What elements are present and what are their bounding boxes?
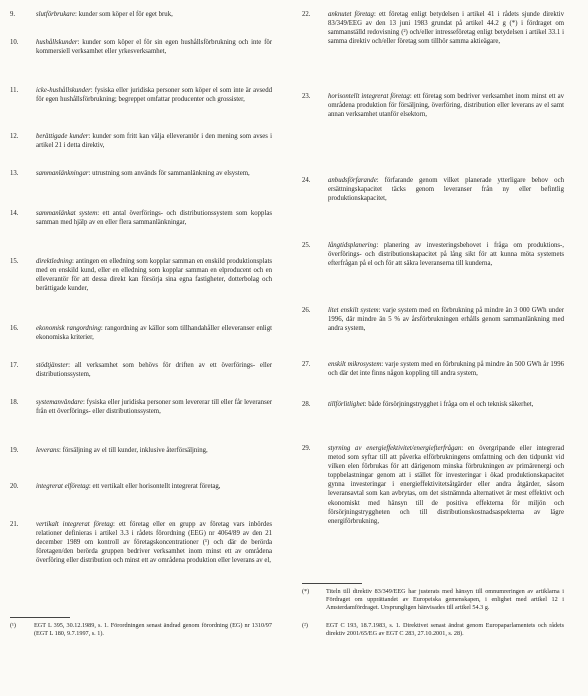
definition-number: 15.: [10, 258, 19, 265]
definition-item: [10, 446, 272, 455]
definition-term: direktledning: [36, 258, 72, 265]
definition-text: : fysiska eller juridiska personer som köper el som inte är avsedd för egen hushållsförbrukning; begreppet omfattar producenter och grossister,: [36, 87, 272, 104]
definition-item: [302, 360, 564, 378]
definition-term: sammanlänkningar: [36, 170, 89, 177]
footnote-marker: (¹): [10, 622, 16, 629]
definition-term: berättigade kunder: [36, 133, 89, 140]
definition-number: 13.: [10, 170, 19, 177]
definition-text: : ett företag som bedriver verksamhet inom minst ett av områdena produktion för försäljning, överföring, distribution eller leverans av el samt annan verksamhet utanför elsektorn,: [328, 93, 564, 119]
footnote-divider: [10, 617, 70, 618]
definition-text: : all verksamhet som behövs för driften av ett överförings- eller distributionssystem,: [36, 362, 272, 379]
definition-number: 18.: [10, 399, 19, 406]
definition-term: anbudsförfarande: [328, 177, 377, 184]
definition-text: : varje system med en förbrukning på mindre än 3 000 GWh under 1996, där mindre än 5 % av årsförbrukningen erhålls genom sammanlänkning med andra system,: [328, 307, 564, 333]
definition-number: 10.: [10, 39, 19, 46]
definition-number: 21.: [10, 521, 19, 528]
definition-number: 22.: [302, 11, 311, 18]
definition-text: : kunder som köper el för eget bruk,: [75, 11, 173, 18]
definition-item: [10, 132, 272, 150]
definition-term: litet enskilt system: [328, 307, 379, 314]
definition-term: icke-hushållskunder: [36, 87, 91, 94]
definition-number: 23.: [302, 93, 311, 100]
definition-item: [10, 482, 272, 491]
footnote-text: EGT C 193, 18.7.1983, s. 1. Direktivet senast ändrat genom Europaparlamentets och rådets direktiv 2001/65/EG av EGT C 283, 27.10.2001, s. 28).: [326, 622, 564, 637]
definition-number: 19.: [10, 447, 19, 454]
definition-number: 9.: [10, 11, 16, 18]
footnote-text: EGT L 395, 30.12.1989, s. 1. Förordningen senast ändrad genom förordning (EG) nr 1310/97 (EGT L 180, 9.7.1997, s. 1).: [34, 622, 272, 637]
definition-term: horisontellt integrerat företag: [328, 93, 410, 100]
definition-text: : fysiska eller juridiska personer som levererar till eller får leveranser från ett överförings- eller distributionssystem,: [36, 399, 272, 416]
definition-text: : antingen en elledning som kopplar samman en enskild produktionsplats med en enskild kund, eller en elledning som kopplar samman en elproducent och en elleverantör för att dessa direkt kan försörja sina egna fastigheter, dotterbolag och berättigade kunder,: [36, 258, 272, 293]
definition-term: systemanvändare: [36, 399, 83, 406]
definition-text: : planering av investeringsbehovet i fråga om produktions-, överförings- och distributionskapacitet på lång sikt för att kunna möta systemets efterfrågan på el och för att säkra leveranserna till kunderna,: [328, 242, 564, 268]
footnote-divider: [302, 583, 362, 584]
definition-number: 27.: [302, 361, 311, 368]
definition-number: 29.: [302, 445, 311, 452]
footnote: [302, 588, 564, 612]
footnote-text: Titeln till direktiv 83/349/EEG har justerats med hänsyn till omnumreringen av artiklarna i Fördraget om upprättandet av Europeiska gemenskapen, i enlighet med artikel 12 i Amsterdamfördraget. Ursprungligen hänvisades till artikel 54.3 g.: [326, 588, 564, 611]
footnote-marker: (²): [302, 622, 308, 629]
footnote-marker: (*): [302, 588, 310, 595]
definition-item: [10, 520, 272, 565]
definition-term: hushållskunder: [36, 39, 78, 46]
definition-number: 28.: [302, 401, 311, 408]
definition-term: enskilt mikrosystem: [328, 361, 382, 368]
definition-term: slutförbrukare: [36, 11, 76, 18]
definition-item: [302, 444, 564, 526]
definition-text: : ett företag eller en grupp av företag vars inbördes relationer definieras i artikel 3.3 i rådets förordning (EEG) nr 4064/89 av den 21 december 1989 om kontroll av företagskoncentrationer (¹) och där de berörda företagen/den berörda gruppen bedriver verksamhet inom minst ett av områdena överföring eller distribution och minst ett av områdena produktion eller leverans av el,: [36, 521, 272, 565]
definition-item: [10, 361, 272, 379]
definition-item: [10, 10, 272, 19]
definition-number: 25.: [302, 242, 311, 249]
definition-item: [302, 241, 564, 268]
definition-text: : en övergripande eller integrerad metod som syftar till att påverka elförbrukningens omfattning och den tidpunkt vid vilken elen förbrukas för att därigenom minska förbrukningen av primärenergi och toppbelastningar genom att i stället för investeringar i ökad produktionskapacitet gynna investeringar i energieffektivitetsåtgärder eller andra åtgärder, såsom leveransavtal som kan avbrytas, om det sistnämnda alternativet är mest effektivt och ekonomiskt med hänsyn till de positiva effekterna för miljön och försörjningstryggheten och till distributionskostnadsaspekterna av lägre energiförbrukning,: [328, 445, 564, 525]
definition-number: 16.: [10, 325, 19, 332]
definition-item: [10, 86, 272, 104]
definition-term: leverans: [36, 447, 60, 454]
definition-text: : utrustning som används för sammanlänkning av elsystem,: [88, 170, 250, 177]
definition-item: [10, 324, 272, 342]
definition-text: : kunder som fritt kan välja elleverantör i den mening som avses i artikel 21 i detta direktiv,: [36, 133, 272, 150]
definition-text: : ett vertikalt eller horisontellt integrerat företag,: [88, 483, 221, 490]
definition-text: : ett företag enligt betydelsen i artikel 41 i rådets sjunde direktiv 83/349/EEG av den 13 juni 1983 grundat på artikel 44.2 g (*) i fördraget om sammanställd redovisning (²) och/eller intresseföretag enligt betydelsen i artikel 33.1 i samma direktiv och/eller företag som tillhör samma aktieägare,: [328, 11, 564, 46]
definition-item: [10, 398, 272, 416]
definition-term: stödtjänster: [36, 362, 69, 369]
definition-number: 11.: [10, 87, 19, 94]
definition-number: 12.: [10, 133, 19, 140]
definition-term: vertikalt integrerat företag: [36, 521, 114, 528]
definition-term: anknutet företag: [328, 11, 374, 18]
definition-item: [10, 257, 272, 293]
definition-number: 26.: [302, 307, 311, 314]
definition-text: : förfarande genom vilket planerade ytterligare behov och ersättningskapacitet täcks genom leveranser från ny eller befintlig produktionskapacitet,: [328, 177, 564, 203]
definition-item: [302, 400, 564, 409]
definition-text: : varje system med en förbrukning på mindre än 500 GWh år 1996 och där det inte finns någon koppling till andra system,: [328, 361, 564, 378]
definition-item: [10, 38, 272, 56]
definition-term: styrning av energieffektivitet/energiefterfrågan: [328, 445, 462, 452]
definition-item: [302, 10, 564, 46]
definition-text: : kunder som köper el för sin egen hushållsförbrukning och inte för kommersiell verksamhet eller yrkesverksamhet,: [36, 39, 272, 56]
footnote: [10, 622, 272, 638]
definition-item: [302, 176, 564, 203]
definition-number: 14.: [10, 210, 19, 217]
definition-item: [10, 209, 272, 227]
definition-term: långtidsplanering: [328, 242, 377, 249]
footnote: [302, 622, 564, 638]
definition-term: integrerat elföretag: [36, 483, 89, 490]
definition-item: [10, 169, 272, 178]
definition-text: : ett antal överförings- och distributionssystem som kopplas samman med hjälp av en eller flera sammanlänkningar,: [36, 210, 272, 227]
definition-item: [302, 92, 564, 119]
definition-term: sammanlänkat system: [36, 210, 98, 217]
definition-number: 24.: [302, 177, 311, 184]
definition-item: [302, 306, 564, 333]
definition-term: tillförlitlighet: [328, 401, 365, 408]
definition-term: ekonomisk rangordning: [36, 325, 101, 332]
definition-number: 20.: [10, 483, 19, 490]
definition-text: : försäljning av el till kunder, inklusive återförsäljning,: [59, 447, 208, 454]
definition-number: 17.: [10, 362, 19, 369]
definition-text: : rangordning av källor som tillhandahåller elleveranser enligt ekonomiska kriterier,: [36, 325, 272, 342]
definition-text: : både försörjningstrygghet i fråga om el och teknisk säkerhet,: [364, 401, 534, 408]
